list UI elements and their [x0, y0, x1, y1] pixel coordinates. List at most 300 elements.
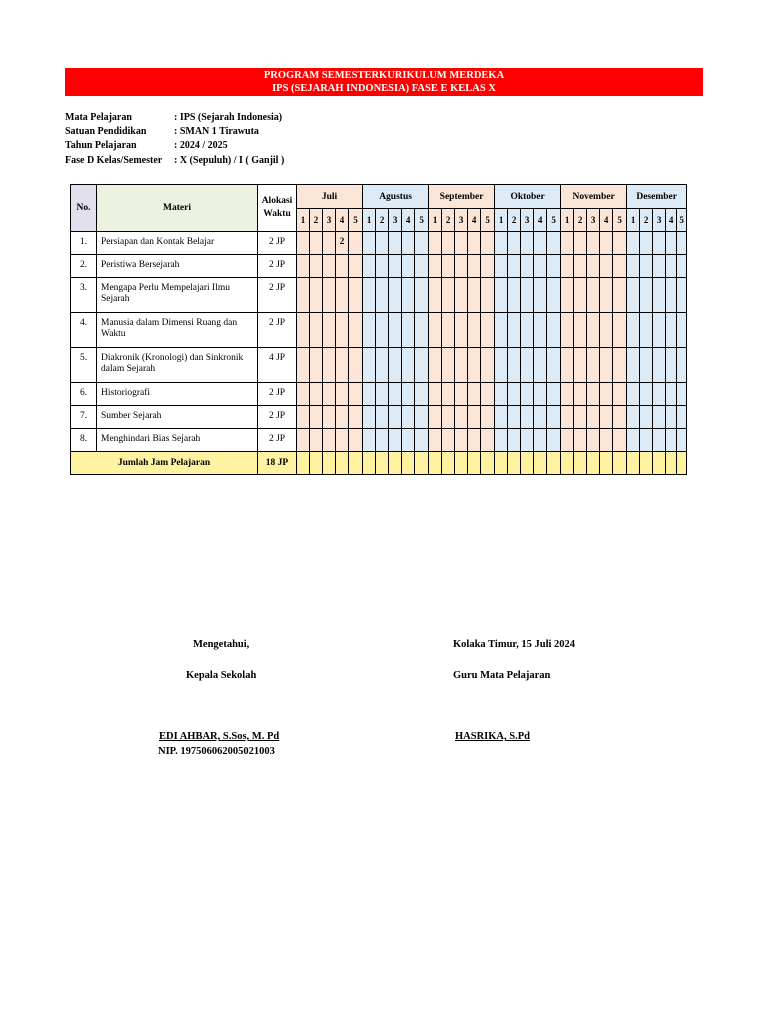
week-cell: [402, 406, 415, 429]
week-cell: [297, 406, 310, 429]
week-cell: [323, 278, 336, 313]
week-cell: [442, 313, 455, 348]
week-cell: [666, 348, 677, 383]
total-week-cell: [376, 452, 389, 475]
total-week-cell: [389, 452, 402, 475]
week-cell: [627, 406, 640, 429]
week-cell: [613, 255, 627, 278]
total-week-cell: [495, 452, 508, 475]
title-line-1: PROGRAM SEMESTERKURIKULUM MERDEKA: [263, 70, 505, 81]
week-cell: [415, 232, 429, 255]
week-cell: [613, 406, 627, 429]
week-header: 1: [627, 209, 640, 232]
week-cell: [587, 278, 600, 313]
week-cell: [547, 383, 561, 406]
week-cell: [534, 278, 547, 313]
week-cell: [627, 348, 640, 383]
week-cell: [574, 383, 587, 406]
week-cell: [534, 255, 547, 278]
week-cell: [297, 232, 310, 255]
signature-principal-title: Kepala Sekolah: [186, 670, 257, 681]
row-number: 4.: [71, 313, 97, 348]
week-cell: [495, 383, 508, 406]
total-week-cell: [468, 452, 481, 475]
week-cell: [600, 348, 613, 383]
week-cell: [481, 255, 495, 278]
week-cell: [587, 313, 600, 348]
week-cell: [574, 255, 587, 278]
week-header: 1: [561, 209, 574, 232]
header-no: No.: [71, 185, 97, 232]
total-value: 18 JP: [258, 452, 297, 475]
total-week-cell: [574, 452, 587, 475]
row-number: 8.: [71, 429, 97, 452]
week-cell: [613, 232, 627, 255]
week-cell: [455, 255, 468, 278]
week-cell: [442, 278, 455, 313]
week-cell: [653, 383, 666, 406]
week-cell: [495, 278, 508, 313]
week-cell: [455, 232, 468, 255]
signature-acknowledged: Mengetahui,: [193, 639, 250, 650]
week-header: 5: [613, 209, 627, 232]
month-header: November: [561, 185, 627, 209]
week-cell: [495, 429, 508, 452]
week-cell: [415, 429, 429, 452]
week-cell: [587, 383, 600, 406]
signature-teacher-name: HASRIKA, S.Pd: [455, 731, 530, 742]
week-cell: [336, 406, 349, 429]
total-week-cell: [323, 452, 336, 475]
table-row: [71, 406, 687, 429]
week-cell: [455, 429, 468, 452]
week-header: 5: [547, 209, 561, 232]
week-cell: [310, 406, 323, 429]
week-cell: [402, 278, 415, 313]
week-cell: [349, 278, 363, 313]
week-cell: [429, 429, 442, 452]
week-cell: [640, 348, 653, 383]
week-cell: [481, 348, 495, 383]
week-cell: [349, 232, 363, 255]
week-cell: [547, 429, 561, 452]
week-cell: [666, 278, 677, 313]
week-cell: [495, 255, 508, 278]
week-cell: [376, 383, 389, 406]
week-cell: [415, 348, 429, 383]
week-cell: [415, 255, 429, 278]
week-cell: [468, 348, 481, 383]
week-cell: [442, 255, 455, 278]
week-cell: [521, 348, 534, 383]
week-cell: [666, 232, 677, 255]
week-cell: [677, 383, 687, 406]
row-materi: Historiografi: [97, 383, 258, 406]
week-cell: [521, 232, 534, 255]
week-header: 4: [534, 209, 547, 232]
week-cell: [640, 383, 653, 406]
week-cell: [587, 348, 600, 383]
table-row: [71, 278, 687, 313]
month-header: Juli: [297, 185, 363, 209]
week-header: 4: [468, 209, 481, 232]
week-cell: [336, 429, 349, 452]
week-cell: [547, 348, 561, 383]
week-cell: [363, 278, 376, 313]
table-row: [71, 383, 687, 406]
week-cell: [376, 429, 389, 452]
week-cell: [323, 232, 336, 255]
week-cell: [495, 232, 508, 255]
week-cell: [455, 278, 468, 313]
total-week-cell: [561, 452, 574, 475]
info-value: : X (Sepuluh) / I ( Ganjil ): [174, 154, 285, 166]
week-cell: [521, 313, 534, 348]
row-number: 2.: [71, 255, 97, 278]
week-cell: [561, 348, 574, 383]
week-cell: [468, 232, 481, 255]
total-week-cell: [415, 452, 429, 475]
week-cell: [640, 313, 653, 348]
week-cell: [481, 406, 495, 429]
week-cell: [455, 383, 468, 406]
week-cell: [429, 313, 442, 348]
week-cell: [653, 278, 666, 313]
week-cell: [389, 383, 402, 406]
week-cell: [442, 348, 455, 383]
week-cell: [415, 278, 429, 313]
week-cell: [653, 406, 666, 429]
document-title-banner: [65, 68, 703, 96]
row-alokasi: 2 JP: [258, 383, 297, 406]
week-cell: [627, 278, 640, 313]
week-cell: [561, 406, 574, 429]
total-week-cell: [534, 452, 547, 475]
week-cell: [666, 383, 677, 406]
week-cell: [468, 383, 481, 406]
week-cell: [376, 255, 389, 278]
week-cell: [627, 383, 640, 406]
week-cell: [534, 232, 547, 255]
row-materi: Persiapan dan Kontak Belajar: [97, 232, 258, 255]
info-value: : 2024 / 2025: [174, 140, 228, 152]
total-label: Jumlah Jam Pelajaran: [71, 452, 258, 475]
month-header: Desember: [627, 185, 687, 209]
week-cell: [376, 232, 389, 255]
week-cell: [429, 383, 442, 406]
week-header: 3: [389, 209, 402, 232]
week-cell: [415, 383, 429, 406]
week-cell: [600, 278, 613, 313]
header-materi: Materi: [97, 185, 258, 232]
week-cell: [297, 278, 310, 313]
table-row: [71, 255, 687, 278]
row-materi: Manusia dalam Dimensi Ruang dan Waktu: [97, 313, 258, 348]
week-cell: 2: [336, 232, 349, 255]
week-cell: [429, 232, 442, 255]
row-alokasi: 2 JP: [258, 255, 297, 278]
week-cell: [310, 429, 323, 452]
week-cell: [677, 348, 687, 383]
week-cell: [600, 313, 613, 348]
week-cell: [613, 313, 627, 348]
header-alokasi-line1: Alokasi: [261, 196, 293, 206]
signature-place-date: Kolaka Timur, 15 Juli 2024: [453, 639, 576, 650]
week-cell: [521, 406, 534, 429]
week-cell: [389, 429, 402, 452]
week-cell: [561, 232, 574, 255]
week-cell: [310, 348, 323, 383]
week-cell: [468, 429, 481, 452]
week-cell: [677, 278, 687, 313]
week-cell: [677, 313, 687, 348]
week-cell: [547, 406, 561, 429]
document-info: [65, 111, 284, 168]
total-week-cell: [455, 452, 468, 475]
week-cell: [402, 232, 415, 255]
week-cell: [561, 255, 574, 278]
week-cell: [521, 255, 534, 278]
week-cell: [508, 255, 521, 278]
week-header: 2: [442, 209, 455, 232]
row-number: 1.: [71, 232, 97, 255]
row-alokasi: 2 JP: [258, 278, 297, 313]
week-cell: [349, 255, 363, 278]
week-cell: [310, 278, 323, 313]
signature-teacher-title: Guru Mata Pelajaran: [453, 670, 551, 681]
signature-principal-nip: NIP. 197506062005021003: [158, 746, 275, 757]
total-week-cell: [336, 452, 349, 475]
week-cell: [547, 313, 561, 348]
week-cell: [508, 429, 521, 452]
week-header: 2: [376, 209, 389, 232]
week-cell: [297, 383, 310, 406]
week-header: 1: [363, 209, 376, 232]
week-cell: [363, 232, 376, 255]
row-alokasi: 4 JP: [258, 348, 297, 383]
total-week-cell: [640, 452, 653, 475]
info-value: : IPS (Sejarah Indonesia): [174, 112, 283, 123]
week-cell: [547, 278, 561, 313]
week-cell: [323, 429, 336, 452]
week-cell: [574, 348, 587, 383]
week-cell: [468, 406, 481, 429]
total-week-cell: [587, 452, 600, 475]
week-cell: [363, 313, 376, 348]
week-cell: [600, 406, 613, 429]
week-header: 5: [677, 209, 687, 232]
week-cell: [521, 278, 534, 313]
table-row: [71, 232, 687, 255]
week-cell: [587, 406, 600, 429]
row-materi: Menghindari Bias Sejarah: [97, 429, 258, 452]
week-cell: [627, 313, 640, 348]
week-cell: [336, 348, 349, 383]
week-cell: [402, 348, 415, 383]
week-cell: [534, 406, 547, 429]
title-line-2: IPS (SEJARAH INDONESIA) FASE E KELAS X: [272, 83, 496, 94]
week-cell: [310, 232, 323, 255]
week-cell: [455, 313, 468, 348]
week-header: 5: [415, 209, 429, 232]
row-materi: Diakronik (Kronologi) dan Sinkronik dalam Sejarah: [97, 348, 258, 383]
table-row: [71, 313, 687, 348]
week-header: 1: [495, 209, 508, 232]
header-alokasi-line2: Waktu: [263, 209, 291, 219]
week-header: 3: [323, 209, 336, 232]
total-week-cell: [627, 452, 640, 475]
week-cell: [349, 429, 363, 452]
week-cell: [561, 313, 574, 348]
week-cell: [389, 406, 402, 429]
week-cell: [336, 278, 349, 313]
week-cell: [415, 406, 429, 429]
week-cell: [429, 348, 442, 383]
week-cell: [640, 406, 653, 429]
week-cell: [508, 348, 521, 383]
week-cell: [336, 255, 349, 278]
week-cell: [297, 313, 310, 348]
week-cell: [627, 232, 640, 255]
week-cell: [653, 232, 666, 255]
week-header: 2: [508, 209, 521, 232]
week-cell: [613, 278, 627, 313]
week-cell: [547, 232, 561, 255]
week-cell: [534, 383, 547, 406]
row-alokasi: 2 JP: [258, 232, 297, 255]
week-cell: [323, 313, 336, 348]
row-materi: Sumber Sejarah: [97, 406, 258, 429]
week-cell: [666, 406, 677, 429]
info-label: Mata Pelajaran: [65, 112, 132, 123]
week-cell: [653, 429, 666, 452]
week-cell: [455, 406, 468, 429]
info-row: [65, 154, 284, 168]
row-number: 6.: [71, 383, 97, 406]
total-week-cell: [547, 452, 561, 475]
week-header: 3: [521, 209, 534, 232]
week-header: 3: [587, 209, 600, 232]
week-cell: [389, 232, 402, 255]
total-week-cell: [677, 452, 687, 475]
week-cell: [349, 406, 363, 429]
week-cell: [389, 255, 402, 278]
week-cell: [389, 313, 402, 348]
week-header: 4: [600, 209, 613, 232]
table-row: [71, 429, 687, 452]
semester-program-table: [70, 184, 687, 475]
week-header: 3: [653, 209, 666, 232]
week-cell: [481, 313, 495, 348]
total-week-cell: [402, 452, 415, 475]
week-cell: [481, 383, 495, 406]
row-alokasi: 2 JP: [258, 406, 297, 429]
week-cell: [415, 313, 429, 348]
month-header: Oktober: [495, 185, 561, 209]
week-cell: [442, 406, 455, 429]
info-row: [65, 125, 284, 139]
week-cell: [508, 313, 521, 348]
week-header: 1: [297, 209, 310, 232]
week-cell: [297, 255, 310, 278]
week-cell: [600, 232, 613, 255]
week-cell: [481, 232, 495, 255]
week-cell: [468, 278, 481, 313]
week-cell: [402, 383, 415, 406]
week-cell: [495, 348, 508, 383]
week-cell: [442, 383, 455, 406]
total-week-cell: [349, 452, 363, 475]
week-cell: [508, 383, 521, 406]
week-cell: [363, 383, 376, 406]
week-cell: [402, 313, 415, 348]
row-number: 7.: [71, 406, 97, 429]
row-alokasi: 2 JP: [258, 429, 297, 452]
week-cell: [561, 278, 574, 313]
week-cell: [389, 278, 402, 313]
week-cell: [442, 429, 455, 452]
week-cell: [508, 278, 521, 313]
week-cell: [455, 348, 468, 383]
total-week-cell: [666, 452, 677, 475]
week-header: 4: [402, 209, 415, 232]
week-cell: [600, 383, 613, 406]
week-cell: [349, 383, 363, 406]
week-cell: [574, 406, 587, 429]
week-cell: [677, 255, 687, 278]
week-cell: [677, 429, 687, 452]
week-cell: [429, 255, 442, 278]
week-cell: [363, 429, 376, 452]
week-cell: [363, 348, 376, 383]
total-week-cell: [653, 452, 666, 475]
week-header: 4: [336, 209, 349, 232]
week-cell: [677, 406, 687, 429]
week-cell: [613, 383, 627, 406]
week-cell: [402, 429, 415, 452]
week-cell: [481, 429, 495, 452]
total-week-cell: [363, 452, 376, 475]
week-cell: [376, 348, 389, 383]
total-week-cell: [297, 452, 310, 475]
week-cell: [666, 255, 677, 278]
week-cell: [376, 313, 389, 348]
total-row: [71, 452, 687, 475]
week-cell: [481, 278, 495, 313]
info-label: Fase D Kelas/Semester: [65, 154, 163, 166]
info-row: [65, 111, 284, 125]
week-cell: [547, 255, 561, 278]
week-cell: [534, 313, 547, 348]
row-alokasi: 2 JP: [258, 313, 297, 348]
row-number: 5.: [71, 348, 97, 383]
week-cell: [429, 406, 442, 429]
week-cell: [495, 406, 508, 429]
week-header: 5: [349, 209, 363, 232]
row-materi: Mengapa Perlu Mempelajari Ilmu Sejarah: [97, 278, 258, 313]
week-cell: [349, 348, 363, 383]
week-header: 2: [310, 209, 323, 232]
week-cell: [534, 429, 547, 452]
info-label: Tahun Pelajaran: [65, 140, 137, 152]
week-cell: [627, 429, 640, 452]
week-cell: [376, 278, 389, 313]
week-cell: [677, 232, 687, 255]
week-cell: [376, 406, 389, 429]
table-row: [71, 348, 687, 383]
week-header: 5: [481, 209, 495, 232]
total-week-cell: [600, 452, 613, 475]
